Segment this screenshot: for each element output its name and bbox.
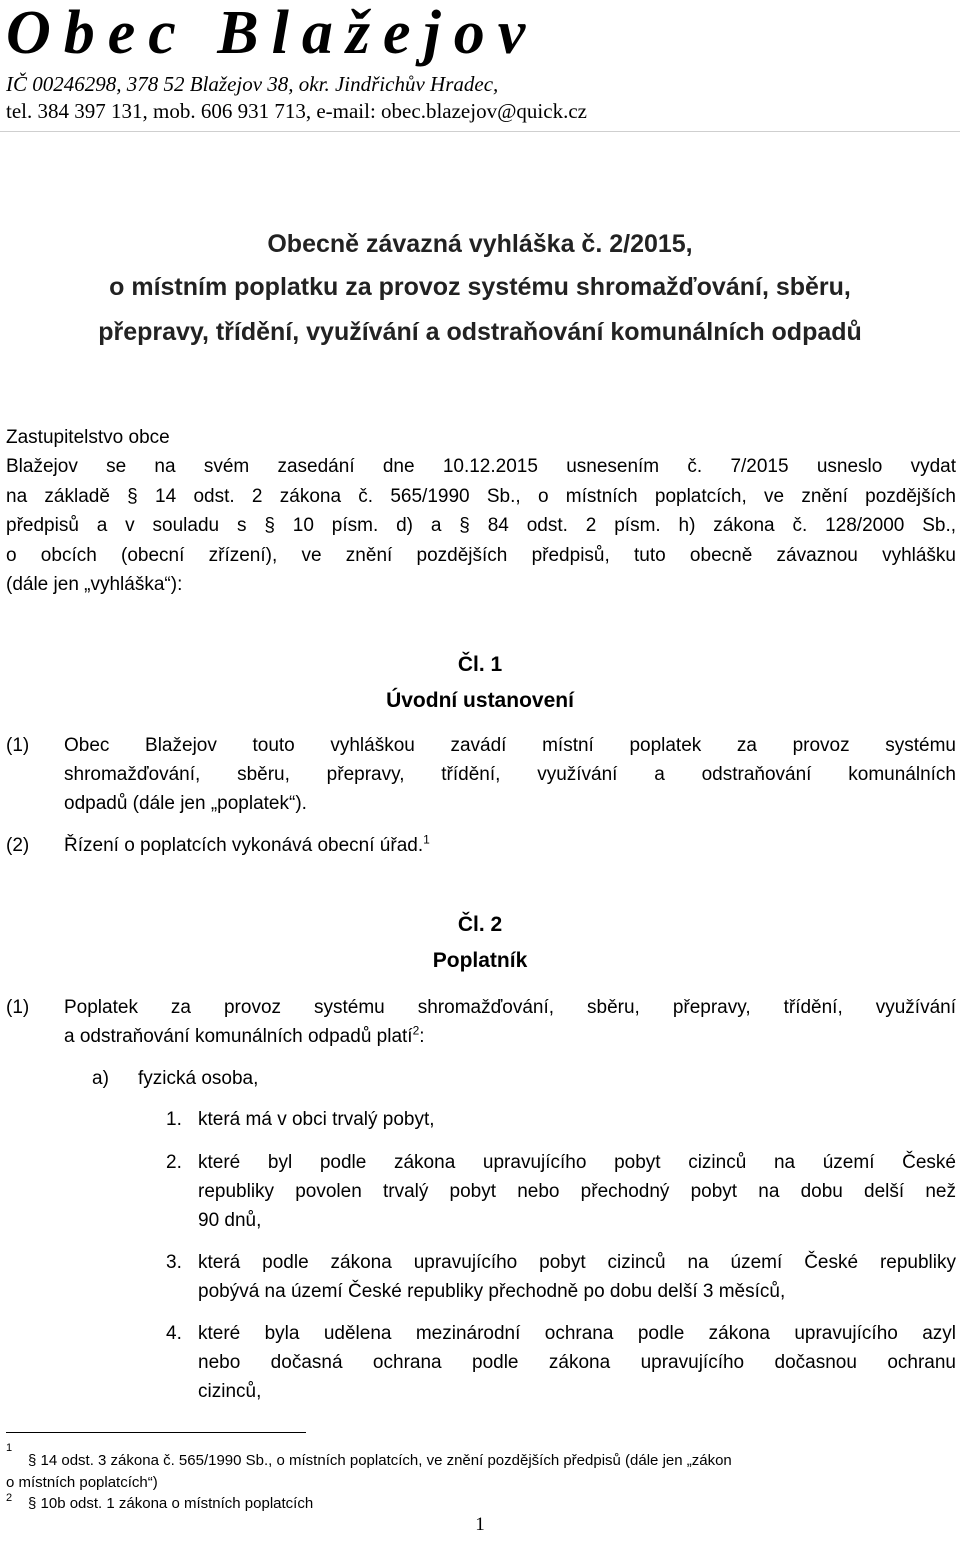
subitem-a-text: fyzická osoba, — [138, 1068, 259, 1089]
item-2-label: 2. — [166, 1152, 182, 1173]
footnote-ref-1: 1 — [423, 832, 430, 847]
item-1-line-1: která má v obci trvalý pobyt, — [198, 1109, 435, 1130]
header-divider — [0, 131, 960, 132]
item-3-label: 3. — [166, 1252, 182, 1273]
item-4-line-2: nebo dočasná ochrana podle zákona upravujícího dočasnou ochranu — [198, 1352, 956, 1373]
subitem-a-label: a) — [92, 1068, 109, 1089]
footnote-1-line-2: o místních poplatcích“) — [6, 1474, 158, 1491]
header-contacts: tel. 384 397 131, mob. 606 931 713, e-mail: obec.blazejov@quick.cz — [6, 99, 587, 123]
preamble-line-1: Zastupitelstvo obce — [6, 427, 170, 448]
article-2-para-1-label: (1) — [6, 997, 30, 1018]
article-2-para-1-line-2 — [64, 1022, 956, 1051]
article-1-number: Čl. 1 — [457, 653, 503, 676]
footnote-1-number: 1 — [6, 1442, 13, 1454]
article-2-para-1-line-2-end: : — [419, 1026, 425, 1047]
item-4-line-1: které byla udělena mezinárodní ochrana podle zákona upravujícího azyl — [198, 1323, 956, 1344]
header-address — [6, 71, 498, 97]
footnote-2-number: 2 — [6, 1492, 13, 1504]
article-1-para-2 — [64, 831, 956, 860]
municipality-name: Obec Blažejov — [6, 0, 539, 67]
article-1-para-1-line-3: odpadů (dále jen „poplatek“). — [64, 793, 307, 814]
footnote-2-line-1: § 10b odst. 1 zákona o místních poplatcích — [28, 1495, 314, 1512]
item-2-line-1: které byl podle zákona upravujícího pobyt cizinců na území České — [198, 1152, 956, 1173]
item-3-line-2: pobývá na území České republiky přechodně po dobu delší 3 měsíců, — [198, 1281, 786, 1302]
preamble-line-4: předpisů a v souladu s § 10 písm. d) a § 84 odst. 2 písm. h) zákona č. 128/2000 Sb., — [6, 515, 956, 536]
article-1-para-1-line-2: shromažďování, sběru, přepravy, třídění, využívání a odstraňování komunálních — [64, 764, 956, 785]
header-address-text: IČ 00246298, 378 52 Blažejov 38, okr. Jindřichův Hradec, — [6, 72, 499, 96]
article-1-para-2-label: (2) — [6, 835, 30, 856]
item-4-label: 4. — [166, 1323, 182, 1344]
page-number: 1 — [475, 1514, 485, 1535]
item-4-line-3: cizinců, — [198, 1381, 262, 1402]
footnote-ref-2: 2 — [412, 1023, 420, 1038]
preamble-line-6: (dále jen „vyhláška“): — [6, 574, 183, 595]
article-2-number: Čl. 2 — [457, 913, 503, 936]
preamble-line-3: na základě § 14 odst. 2 zákona č. 565/1990 Sb., o místních poplatcích, ve znění pozdějších — [6, 486, 956, 507]
article-1-heading: Úvodní ustanovení — [386, 689, 574, 712]
article-2-heading: Poplatník — [432, 949, 528, 972]
footnote-1-line-1: § 14 odst. 3 zákona č. 565/1990 Sb., o místních poplatcích, ve znění pozdějších předpisů (dále jen „zákon — [28, 1452, 732, 1469]
preamble-line-2: Blažejov se na svém zasedání dne 10.12.2015 usnesením č. 7/2015 usneslo vydat — [6, 456, 956, 477]
article-2-para-1-line-2-text: a odstraňování komunálních odpadů platí — [64, 1026, 413, 1047]
document-subtitle-line-1: o místním poplatku za provoz systému shromažďování, sběru, — [109, 273, 851, 301]
item-2-line-3: 90 dnů, — [198, 1210, 262, 1231]
item-3-line-1: která podle zákona upravujícího pobyt cizinců na území České republiky — [198, 1252, 956, 1273]
document-title: Obecně závazná vyhláška č. 2/2015, — [267, 230, 693, 258]
item-2-line-2: republiky povolen trvalý pobyt nebo přechodný pobyt na dobu delší než — [198, 1181, 956, 1202]
article-1-para-1-label: (1) — [6, 735, 30, 756]
article-1-para-2-text: Řízení o poplatcích vykonává obecní úřad. — [64, 835, 424, 856]
document-subtitle-line-2: přepravy, třídění, využívání a odstraňování komunálních odpadů — [98, 318, 862, 346]
item-1-label: 1. — [166, 1109, 182, 1130]
article-1-para-1-line-1: Obec Blažejov touto vyhláškou zavádí místní poplatek za provoz systému — [64, 735, 956, 756]
article-2-para-1-line-1: Poplatek za provoz systému shromažďování, sběru, přepravy, třídění, využívání — [64, 997, 956, 1018]
preamble-line-5: o obcích (obecní zřízení), ve znění pozdějších předpisů, tuto obecně závaznou vyhlášku — [6, 545, 956, 566]
footnote-separator — [6, 1432, 306, 1433]
